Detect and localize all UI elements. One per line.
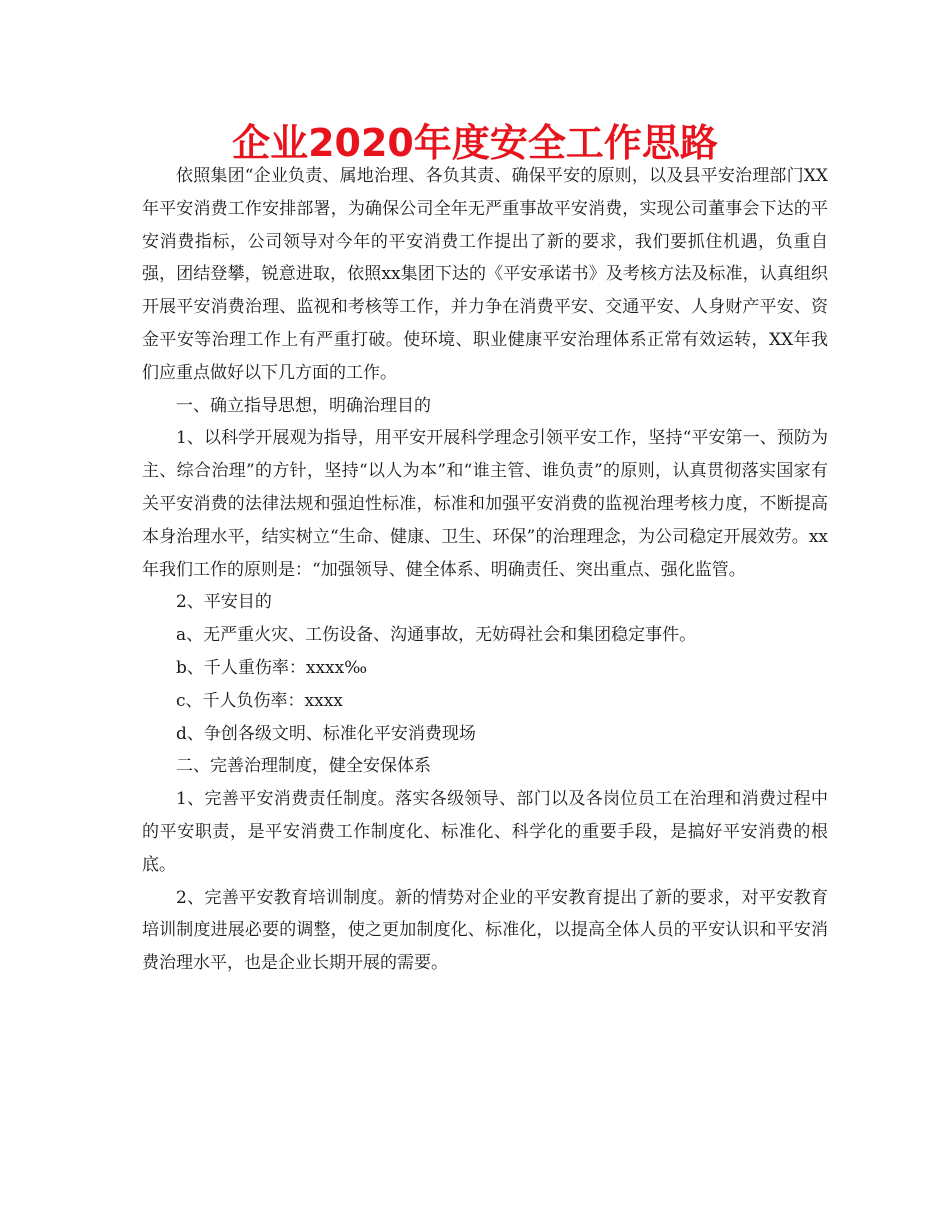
section-heading-2: 二、完善治理制度，健全安保体系 — [176, 756, 431, 777]
subheading-safety-goals: 2、平安目的 — [176, 592, 272, 613]
section-heading-1: 一、确立指导思想，明确治理目的 — [176, 395, 431, 416]
goal-item-d: d、争创各级文明、标准化平安消费现场 — [176, 723, 476, 744]
paragraph-intro: 依照集团“企业负责、属地治理、各负其责、确保平安的原则，以及县平安治理部门XX年平安消费工作安排部署，为确保公司全年无严重事故平安消费，实现公司董事会下达的平安消费指标，公司领导对今年的平安消费工作提出了新的要求，我们要抓住机遇，负重自强，团结登攀，锐意进取，依照xx集团下达的《平安承诺书》及考核方法及标准，认真组织开展平安消费治理、监视和考核等工作，并力争在消费平安、交通平安、人身财产平安、资金平安等治理工作上有严重打破。使环境、职业健康平安治理体系正常有效运转，XX年我们应重点做好以下几方面的工作。 — [142, 166, 828, 383]
goal-item-a: a、无严重火灾、工伤设备、沟通事故，无妨碍社会和集团稳定事件。 — [176, 625, 697, 646]
paragraph-guiding-ideology: 1、以科学开展观为指导，用平安开展科学理念引领平安工作，坚持“平安第一、预防为主、综合治理”的方针，坚持“以人为本”和“谁主管、谁负责”的原则，认真贯彻落实国家有关平安消费的法律法规和强迫性标准，标准和加强平安消费的监视治理考核力度，不断提高本身治理水平，结实树立“生命、健康、卫生、环保”的治理理念，为公司稳定开展效劳。xx年我们工作的原则是：“加强领导、健全体系、明确责任、突出重点、强化监管。 — [142, 428, 828, 580]
goal-item-c: c、千人负伤率：xxxx — [176, 690, 343, 711]
paragraph-responsibility-system: 1、完善平安消费责任制度。落实各级领导、部门以及各岗位员工在治理和消费过程中的平安职责，是平安消费工作制度化、标准化、科学化的重要手段，是搞好平安消费的根底。 — [142, 789, 828, 875]
page-title: 企业2020年度安全工作思路 — [232, 121, 718, 165]
document-body — [142, 160, 828, 980]
goal-item-b: b、千人重伤率：xxxx‰ — [176, 657, 368, 678]
paragraph-training-system: 2、完善平安教育培训制度。新的情势对企业的平安教育提出了新的要求，对平安教育培训制度进展必要的调整，使之更加制度化、标准化，以提高全体人员的平安认识和平安消费治理水平，也是企业长期开展的需要。 — [142, 887, 828, 974]
